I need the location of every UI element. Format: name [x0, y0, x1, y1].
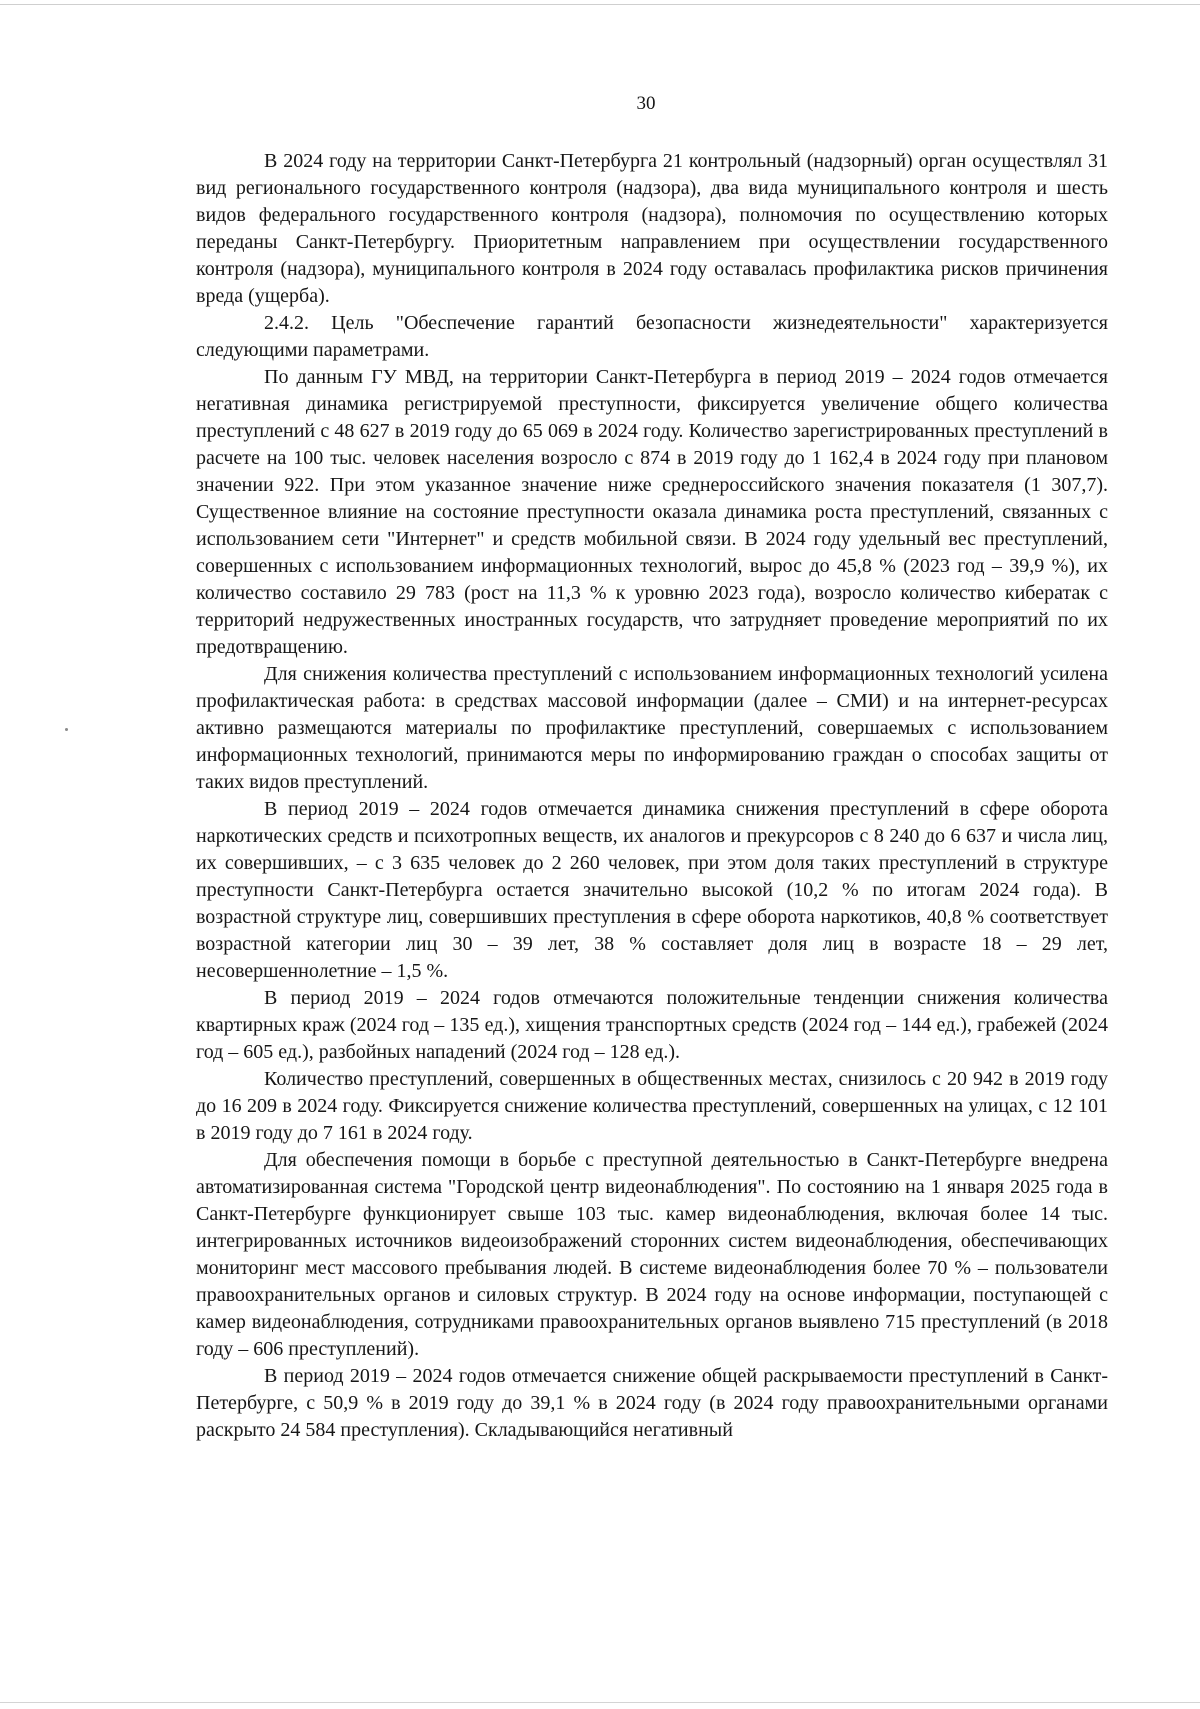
paragraph-goal-2-4-2: 2.4.2. Цель "Обеспечение гарантий безопасности жизнедеятельности" характеризуется следующими параметрами. [196, 312, 1108, 361]
scan-artifact-dot [65, 728, 68, 731]
paragraph-public-places: Количество преступлений, совершенных в общественных местах, снизилось с 20 942 в 2019 году до 16 209 в 2024 году. Фиксируется снижение количества преступлений, совершенных на улицах, с 12 101 в 2019 году до 7 161 в 2024 году. [196, 1068, 1108, 1144]
paragraph-crime-dynamics: По данным ГУ МВД, на территории Санкт-Петербурга в период 2019 – 2024 годов отмечается негативная динамика регистрируемой преступности, фиксируется увеличение общего количества преступлений с 48 627 в 2019 году до 65 069 в 2024 году. Количество зарегистрированных преступлений в расчете на 100 тыс. человек населения возросло с 874 в 2019 году до 1 162,4 в 2024 году при плановом значении 922. При этом указанное значение ниже среднероссийского значения показателя (1 307,7). Существенное влияние на состояние преступности оказала динамика роста преступлений, связанных с использованием сети "Интернет" и средств мобильной связи. В 2024 году удельный вес преступлений, совершенных с использованием информационных технологий, вырос до 45,8 % (2023 год – 39,9 %), их количество составило 29 783 (рост на 11,3 % к уровню 2023 года), возросло количество кибератак с территорий недружественных иностранных государств, что затрудняет проведение мероприятий по их предотвращению. [196, 366, 1108, 658]
page-number: 30 [636, 93, 656, 114]
scan-edge-bottom [0, 1702, 1200, 1703]
paragraph-it-crime-prevention: Для снижения количества преступлений с использованием информационных технологий усилена профилактическая работа: в средствах массовой информации (далее – СМИ) и на интернет-ресурсах активно размещаются материалы по профилактике преступлений, совершаемых с использованием информационных технологий, принимаются меры по информированию граждан о способах защиты от таких видов преступлений. [196, 663, 1108, 793]
paragraph-video-surveillance: Для обеспечения помощи в борьбе с преступной деятельностью в Санкт-Петербурге внедрена автоматизированная система "Городской центр видеонаблюдения". По состоянию на 1 января 2025 года в Санкт-Петербурге функционирует свыше 103 тыс. камер видеонаблюдения, включая более 14 тыс. интегрированных источников видеоизображений сторонних систем видеонаблюдения, обеспечивающих мониторинг мест массового пребывания людей. В системе видеонаблюдения более 70 % – пользователи правоохранительных органов и силовых структур. В 2024 году на основе информации, поступающей с камер видеонаблюдения, сотрудниками правоохранительных органов выявлено 715 преступлений (в 2018 году – 606 преступлений). [196, 1149, 1108, 1360]
paragraph-drug-crimes: В период 2019 – 2024 годов отмечается динамика снижения преступлений в сфере оборота наркотических средств и психотропных веществ, их аналогов и прекурсоров с 8 240 до 6 637 и числа лиц, их совершивших, – с 3 635 человек до 2 260 человек, при этом доля таких преступлений в структуре преступности Санкт-Петербурга остается значительно высокой (10,2 % по итогам 2024 года). В возрастной структуре лиц, совершивших преступления в сфере оборота наркотиков, 40,8 % соответствует возрастной категории лиц 30 – 39 лет, 38 % составляет доля лиц в возрасте 18 – 29 лет, несовершеннолетние – 1,5 %. [196, 798, 1108, 982]
scan-edge-top [0, 4, 1200, 5]
body-text [196, 148, 1108, 1444]
paragraph-control-authorities: В 2024 году на территории Санкт-Петербурга 21 контрольный (надзорный) орган осуществлял 31 вид регионального государственного контроля (надзора), два вида муниципального контроля и шесть видов федерального государственного контроля (надзора), полномочия по осуществлению которых переданы Санкт-Петербургу. Приоритетным направлением при осуществлении государственного контроля (надзора), муниципального контроля в 2024 году оставалась профилактика рисков причинения вреда (ущерба). [196, 150, 1108, 307]
paragraph-property-crimes: В период 2019 – 2024 годов отмечаются положительные тенденции снижения количества квартирных краж (2024 год – 135 ед.), хищения транспортных средств (2024 год – 144 ед.), грабежей (2024 год – 605 ед.), разбойных нападений (2024 год – 128 ед.). [196, 987, 1108, 1063]
paragraph-clearance-rate: В период 2019 – 2024 годов отмечается снижение общей раскрываемости преступлений в Санкт-Петербурге, с 50,9 % в 2019 году до 39,1 % в 2024 году (в 2024 году правоохранительными органами раскрыто 24 584 преступления). Складывающийся негативный [196, 1365, 1108, 1441]
